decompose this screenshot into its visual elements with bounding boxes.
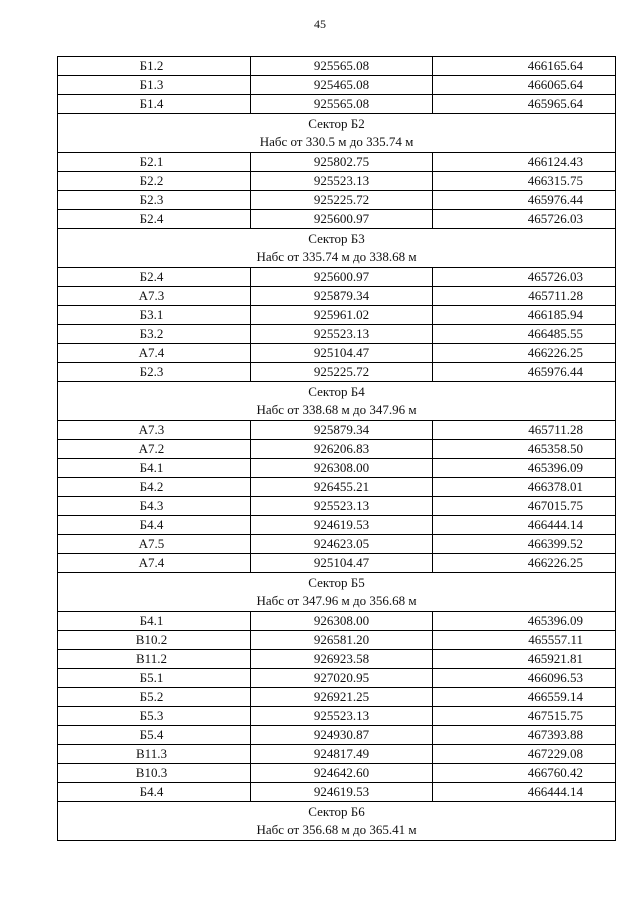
table-row <box>58 497 616 516</box>
table-row <box>58 268 616 287</box>
coordinates-table <box>57 56 616 841</box>
point-name-cell: Б2.4 <box>58 210 251 229</box>
table-row <box>58 306 616 325</box>
point-name-cell: А7.5 <box>58 535 251 554</box>
x-coordinate-cell: 925104.47 <box>251 554 433 573</box>
point-name-cell: Б4.2 <box>58 478 251 497</box>
y-coordinate-cell: 467515.75 <box>433 707 616 726</box>
x-coordinate-cell: 925600.97 <box>251 268 433 287</box>
table-row <box>58 76 616 95</box>
x-coordinate-cell: 925523.13 <box>251 707 433 726</box>
y-coordinate-cell: 466185.94 <box>433 306 616 325</box>
y-coordinate-cell: 465396.09 <box>433 459 616 478</box>
y-coordinate-cell: 466124.43 <box>433 153 616 172</box>
y-coordinate-cell: 465358.50 <box>433 440 616 459</box>
section-title: Сектор Б2 <box>308 116 365 131</box>
y-coordinate-cell: 465726.03 <box>433 268 616 287</box>
section-elevation-range: Набс от 356.68 м до 365.41 м <box>256 822 417 837</box>
section-header <box>58 802 616 841</box>
point-name-cell: Б3.1 <box>58 306 251 325</box>
point-name-cell: Б2.3 <box>58 191 251 210</box>
y-coordinate-cell: 466485.55 <box>433 325 616 344</box>
point-name-cell: Б5.2 <box>58 688 251 707</box>
y-coordinate-cell: 465726.03 <box>433 210 616 229</box>
x-coordinate-cell: 925802.75 <box>251 153 433 172</box>
section-header-row <box>58 802 616 841</box>
y-coordinate-cell: 467393.88 <box>433 726 616 745</box>
section-header-row <box>58 229 616 268</box>
x-coordinate-cell: 924930.87 <box>251 726 433 745</box>
x-coordinate-cell: 924623.05 <box>251 535 433 554</box>
point-name-cell: Б3.2 <box>58 325 251 344</box>
y-coordinate-cell: 466065.64 <box>433 76 616 95</box>
point-name-cell: В10.2 <box>58 631 251 650</box>
x-coordinate-cell: 926308.00 <box>251 459 433 478</box>
x-coordinate-cell: 924619.53 <box>251 783 433 802</box>
table-row <box>58 210 616 229</box>
table-row <box>58 172 616 191</box>
section-header-row <box>58 114 616 153</box>
x-coordinate-cell: 925523.13 <box>251 172 433 191</box>
point-name-cell: А7.4 <box>58 554 251 573</box>
point-name-cell: Б1.2 <box>58 57 251 76</box>
section-header <box>58 382 616 421</box>
table-row <box>58 363 616 382</box>
point-name-cell: В10.3 <box>58 764 251 783</box>
y-coordinate-cell: 467229.08 <box>433 745 616 764</box>
table-row <box>58 191 616 210</box>
point-name-cell: Б5.3 <box>58 707 251 726</box>
table-row <box>58 764 616 783</box>
y-coordinate-cell: 466226.25 <box>433 344 616 363</box>
x-coordinate-cell: 925523.13 <box>251 497 433 516</box>
section-elevation-range: Набс от 330.5 м до 335.74 м <box>259 134 414 149</box>
point-name-cell: Б4.1 <box>58 612 251 631</box>
point-name-cell: Б4.4 <box>58 783 251 802</box>
x-coordinate-cell: 925565.08 <box>251 57 433 76</box>
y-coordinate-cell: 466315.75 <box>433 172 616 191</box>
table-row <box>58 344 616 363</box>
y-coordinate-cell: 465711.28 <box>433 287 616 306</box>
table-row <box>58 95 616 114</box>
section-elevation-range: Набс от 335.74 м до 338.68 м <box>256 249 417 264</box>
x-coordinate-cell: 926206.83 <box>251 440 433 459</box>
coordinates-table-body <box>58 57 616 841</box>
x-coordinate-cell: 925225.72 <box>251 363 433 382</box>
point-name-cell: А7.3 <box>58 421 251 440</box>
y-coordinate-cell: 466559.14 <box>433 688 616 707</box>
table-row <box>58 745 616 764</box>
section-header-row <box>58 573 616 612</box>
table-row <box>58 57 616 76</box>
section-header <box>58 573 616 612</box>
y-coordinate-cell: 466444.14 <box>433 783 616 802</box>
table-row <box>58 669 616 688</box>
x-coordinate-cell: 926455.21 <box>251 478 433 497</box>
point-name-cell: Б2.1 <box>58 153 251 172</box>
table-row <box>58 707 616 726</box>
y-coordinate-cell: 465711.28 <box>433 421 616 440</box>
x-coordinate-cell: 925879.34 <box>251 287 433 306</box>
y-coordinate-cell: 466165.64 <box>433 57 616 76</box>
x-coordinate-cell: 925879.34 <box>251 421 433 440</box>
y-coordinate-cell: 466226.25 <box>433 554 616 573</box>
x-coordinate-cell: 925600.97 <box>251 210 433 229</box>
point-name-cell: Б5.4 <box>58 726 251 745</box>
y-coordinate-cell: 466444.14 <box>433 516 616 535</box>
x-coordinate-cell: 927020.95 <box>251 669 433 688</box>
section-title: Сектор Б5 <box>308 575 365 590</box>
point-name-cell: В11.2 <box>58 650 251 669</box>
x-coordinate-cell: 925104.47 <box>251 344 433 363</box>
point-name-cell: Б2.3 <box>58 363 251 382</box>
y-coordinate-cell: 465396.09 <box>433 612 616 631</box>
x-coordinate-cell: 926923.58 <box>251 650 433 669</box>
x-coordinate-cell: 924619.53 <box>251 516 433 535</box>
x-coordinate-cell: 925961.02 <box>251 306 433 325</box>
point-name-cell: Б2.4 <box>58 268 251 287</box>
y-coordinate-cell: 465976.44 <box>433 191 616 210</box>
table-row <box>58 783 616 802</box>
point-name-cell: Б4.3 <box>58 497 251 516</box>
y-coordinate-cell: 465921.81 <box>433 650 616 669</box>
point-name-cell: Б4.4 <box>58 516 251 535</box>
table-row <box>58 631 616 650</box>
x-coordinate-cell: 924642.60 <box>251 764 433 783</box>
point-name-cell: Б2.2 <box>58 172 251 191</box>
table-row <box>58 325 616 344</box>
table-row <box>58 440 616 459</box>
section-title: Сектор Б6 <box>308 804 365 819</box>
table-row <box>58 535 616 554</box>
y-coordinate-cell: 466399.52 <box>433 535 616 554</box>
y-coordinate-cell: 466760.42 <box>433 764 616 783</box>
point-name-cell: А7.3 <box>58 287 251 306</box>
table-row <box>58 650 616 669</box>
table-row <box>58 421 616 440</box>
point-name-cell: Б1.3 <box>58 76 251 95</box>
x-coordinate-cell: 926581.20 <box>251 631 433 650</box>
y-coordinate-cell: 465976.44 <box>433 363 616 382</box>
point-name-cell: В11.3 <box>58 745 251 764</box>
y-coordinate-cell: 465557.11 <box>433 631 616 650</box>
x-coordinate-cell: 925225.72 <box>251 191 433 210</box>
table-row <box>58 726 616 745</box>
table-row <box>58 287 616 306</box>
y-coordinate-cell: 466096.53 <box>433 669 616 688</box>
x-coordinate-cell: 925523.13 <box>251 325 433 344</box>
section-elevation-range: Набс от 338.68 м до 347.96 м <box>256 402 417 417</box>
section-header-row <box>58 382 616 421</box>
x-coordinate-cell: 926308.00 <box>251 612 433 631</box>
section-title: Сектор Б3 <box>308 231 365 246</box>
point-name-cell: А7.4 <box>58 344 251 363</box>
x-coordinate-cell: 924817.49 <box>251 745 433 764</box>
point-name-cell: Б1.4 <box>58 95 251 114</box>
x-coordinate-cell: 925465.08 <box>251 76 433 95</box>
page-number: 45 <box>314 17 326 31</box>
table-row <box>58 478 616 497</box>
table-row <box>58 516 616 535</box>
table-row <box>58 688 616 707</box>
point-name-cell: А7.2 <box>58 440 251 459</box>
section-header <box>58 114 616 153</box>
y-coordinate-cell: 465965.64 <box>433 95 616 114</box>
table-row <box>58 459 616 478</box>
point-name-cell: Б5.1 <box>58 669 251 688</box>
y-coordinate-cell: 466378.01 <box>433 478 616 497</box>
section-title: Сектор Б4 <box>308 384 365 399</box>
x-coordinate-cell: 925565.08 <box>251 95 433 114</box>
table-row <box>58 153 616 172</box>
point-name-cell: Б4.1 <box>58 459 251 478</box>
section-header <box>58 229 616 268</box>
y-coordinate-cell: 467015.75 <box>433 497 616 516</box>
table-row <box>58 554 616 573</box>
section-elevation-range: Набс от 347.96 м до 356.68 м <box>256 593 417 608</box>
x-coordinate-cell: 926921.25 <box>251 688 433 707</box>
table-row <box>58 612 616 631</box>
